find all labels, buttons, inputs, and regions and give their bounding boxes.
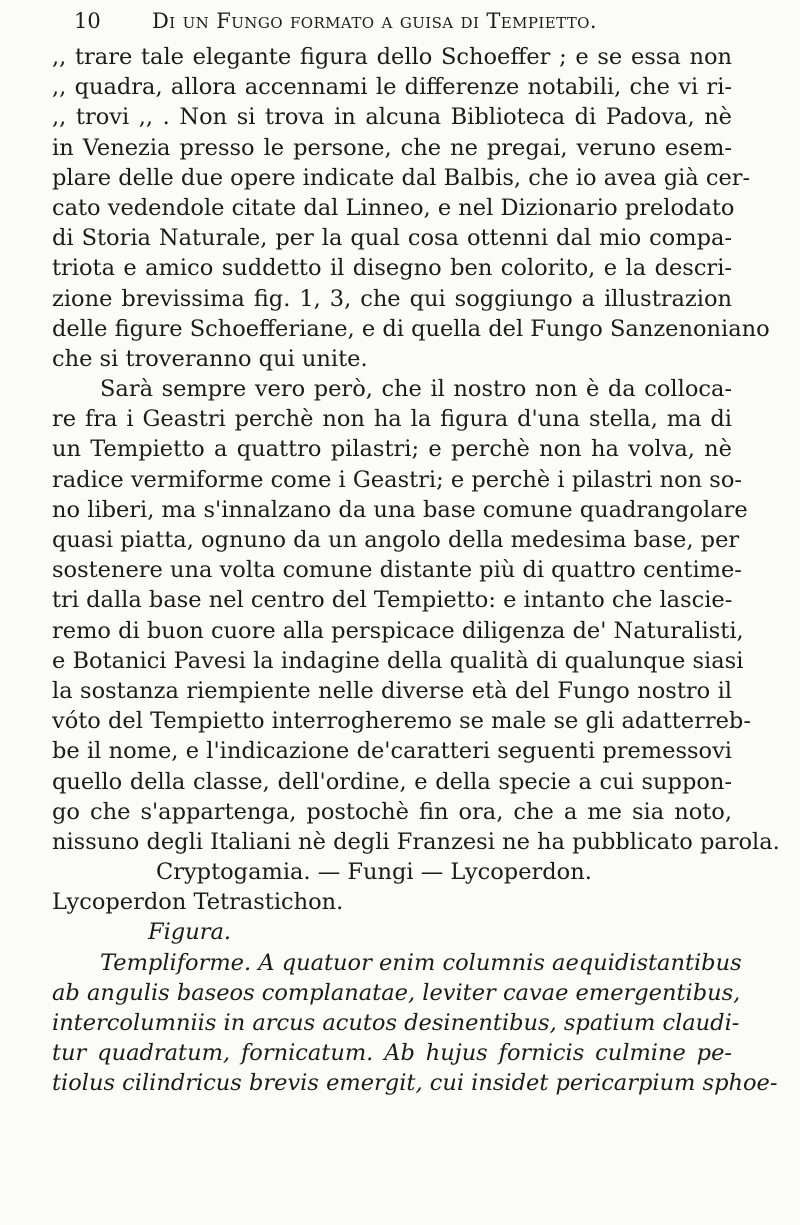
body-text [52, 42, 780, 1099]
text-line: tiolus cilindricus brevis emergit, cui insidet pericarpium sphoe- [52, 1070, 778, 1097]
text-line: cato vedendole citate dal Linneo, e nel Dizionario prelodato [52, 194, 735, 221]
text-line: tur quadratum, fornicatum. Ab hujus fornicis culmine pe- [52, 1040, 732, 1067]
text-line: ab angulis baseos complanatae, leviter cavae emergentibus, [52, 979, 741, 1006]
text-line: remo di buon cuore alla perspicace diligenza de' Naturalisti, [52, 617, 744, 644]
text-line: ,, quadra, allora accennami le differenze notabili, che vi ri- [52, 74, 732, 101]
text-line: tri dalla base nel centro del Tempietto: e intanto che lascie- [52, 587, 733, 614]
text-line: quasi piatta, ognuno da un angolo della medesima base, per [52, 527, 740, 553]
page-header [74, 6, 714, 36]
text-line: delle figure Schoefferiane, e di quella del Fungo Sanzenoniano [52, 315, 770, 342]
text-line: la sostanza riempiente nelle diverse età del Fungo nostro il [52, 677, 732, 704]
text-line: Templiforme. A quatuor enim columnis aequidistantibus [100, 949, 742, 976]
text-line: intercolumniis in arcus acutos desinentibus, spatium claudi- [52, 1010, 740, 1036]
text-line: in Venezia presso le persone, che ne pregai, veruno esem- [52, 134, 732, 161]
text-line: ,, trovi ,, . Non si trova in alcuna Biblioteca di Padova, nè [52, 104, 732, 131]
text-line: no liberi, ma s'innalzano da una base comune quadrangolare [52, 496, 748, 523]
text-line: triota e amico suddetto il disegno ben colorito, e la descri- [52, 255, 732, 282]
text-line: quello della classe, dell'ordine, e della specie a cui suppon- [52, 768, 732, 795]
text-line: go che s'appartenga, postochè fin ora, che a me sia noto, [52, 798, 732, 825]
text-line: e Botanici Pavesi la indagine della qualità di qualunque siasi [52, 647, 744, 674]
text-line: Cryptogamia. — Fungi — Lycoperdon. [156, 859, 592, 886]
text-line: be il nome, e l'indicazione de'caratteri seguenti premessovi [52, 738, 732, 765]
text-line: un Tempietto a quattro pilastri; e perchè non ha volva, nè [52, 436, 732, 463]
text-line: ,, trare tale elegante figura dello Schoeffer ; e se essa non [52, 44, 732, 70]
page-number: 10 [74, 9, 101, 33]
running-title: Di un Fungo formato a guisa di Tempietto. [152, 9, 597, 33]
text-line: radice vermiforme come i Geastri; e perchè i pilastri non so- [52, 466, 742, 493]
text-line: zione brevissima fig. 1, 3, che qui soggiungo a illustrazion [52, 285, 732, 312]
text-line: vóto del Tempietto interrogheremo se male se gli adatterreb- [52, 708, 751, 735]
text-line: re fra i Geastri perchè non ha la figura d'una stella, ma di [52, 406, 732, 433]
text-line: plare delle due opere indicate dal Balbis, che io avea già cer- [52, 164, 751, 191]
text-line: che si troveranno qui unite. [52, 345, 368, 372]
text-line: nissuno degli Italiani nè degli Franzesi ne ha pubblicato parola. [52, 828, 780, 855]
text-line: Sarà sempre vero però, che il nostro non è da colloca- [100, 376, 732, 403]
text-line: Figura. [148, 919, 232, 946]
text-line: Lycoperdon Tetrastichon. [52, 889, 344, 916]
text-line: di Storia Naturale, per la qual cosa ottenni dal mio compa- [52, 225, 732, 252]
text-line: sostenere una volta comune distante più di quattro centime- [52, 557, 742, 584]
